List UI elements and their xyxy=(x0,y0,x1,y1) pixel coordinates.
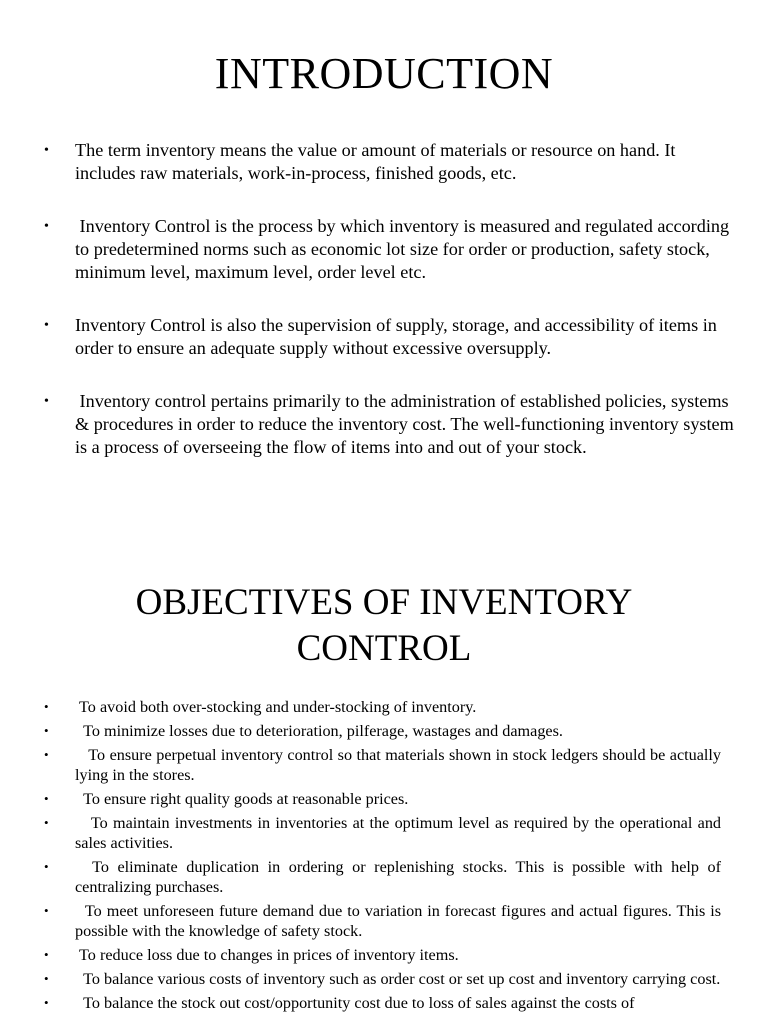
bullet-icon: • xyxy=(44,815,49,830)
list-item-text: To avoid both over-stocking and under-stocking of inventory. xyxy=(75,698,477,716)
introduction-list xyxy=(44,139,739,489)
list-item xyxy=(44,390,739,459)
list-item-text: The term inventory means the value or amount of materials or resource on hand. It includes raw materials, work-in-process, finished goods, etc. xyxy=(75,140,676,183)
list-item xyxy=(44,993,721,1013)
bullet-icon: • xyxy=(44,903,49,918)
list-item xyxy=(44,745,726,785)
bullet-icon: • xyxy=(44,947,49,962)
list-item xyxy=(44,789,721,809)
list-item-text: Inventory Control is also the supervision of supply, storage, and accessibility of items in order to ensure an adequate supply without excessive oversupply. xyxy=(75,315,717,358)
bullet-icon: • xyxy=(44,791,49,806)
list-item xyxy=(44,813,726,853)
list-item xyxy=(44,857,730,897)
bullet-icon: • xyxy=(44,318,49,333)
list-item xyxy=(44,969,721,989)
list-item xyxy=(44,721,721,741)
list-item xyxy=(44,314,734,360)
bullet-icon: • xyxy=(44,394,49,409)
list-item xyxy=(44,697,721,717)
list-item xyxy=(44,901,726,941)
bullet-icon: • xyxy=(44,747,49,762)
objectives-heading-line1: OBJECTIVES OF INVENTORY xyxy=(135,582,633,623)
introduction-heading: INTRODUCTION xyxy=(214,49,554,98)
list-item xyxy=(44,215,734,284)
bullet-icon: • xyxy=(44,723,49,738)
list-item-text: To maintain investments in inventories at the optimum level as required by the operational and sales activities. xyxy=(75,814,726,852)
bullet-icon: • xyxy=(44,971,49,986)
list-item-text: To ensure perpetual inventory control so that materials shown in stock ledgers should be actually lying in the stores. xyxy=(75,746,726,784)
list-item-text: To balance the stock out cost/opportunity cost due to loss of sales against the costs of xyxy=(75,994,635,1012)
list-item-text: Inventory Control is the process by which inventory is measured and regulated according to predetermined norms such as economic lot size for order or production, safety stock, minimum level, maximum level, order level etc. xyxy=(75,216,734,282)
bullet-icon: • xyxy=(44,699,49,714)
objectives-heading xyxy=(0,580,768,672)
list-item-text: To minimize losses due to deterioration, pilferage, wastages and damages. xyxy=(75,722,563,740)
list-item-text: To balance various costs of inventory such as order cost or set up cost and inventory carrying cost. xyxy=(75,970,721,988)
list-item-text: Inventory control pertains primarily to the administration of established policies, systems & procedures in order to reduce the inventory cost. The well-functioning inventory system is a process of overseeing the flow of items into and out of your stock. xyxy=(75,391,739,457)
bullet-icon: • xyxy=(44,859,49,874)
objectives-heading-line2: CONTROL xyxy=(296,628,472,669)
list-item-text: To ensure right quality goods at reasonable prices. xyxy=(75,790,409,808)
list-item xyxy=(44,945,721,965)
bullet-icon: • xyxy=(44,219,49,234)
list-item-text: To reduce loss due to changes in prices of inventory items. xyxy=(75,946,459,964)
bullet-icon: • xyxy=(44,143,49,158)
list-item-text: To meet unforeseen future demand due to variation in forecast figures and actual figures. This is possible with the knowledge of safety stock. xyxy=(75,902,726,940)
objectives-list xyxy=(44,697,730,1017)
bullet-icon: • xyxy=(44,995,49,1010)
list-item-text: To eliminate duplication in ordering or replenishing stocks. This is possible with help of centralizing purchases. xyxy=(75,858,730,896)
list-item xyxy=(44,139,734,185)
